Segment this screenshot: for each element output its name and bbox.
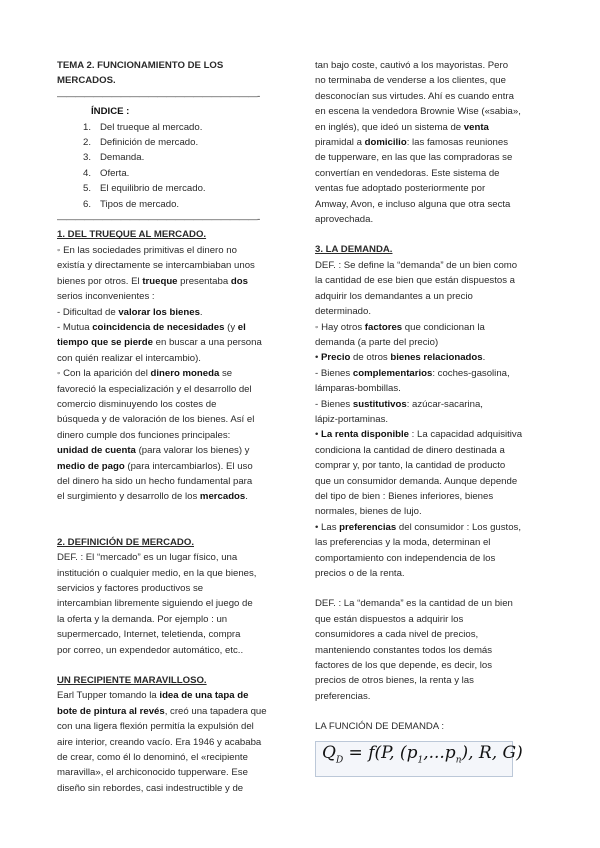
section-body-recipiente: Earl Tupper tomando la idea de una tapa de bote de pintura al revés, creó una tapadera que con una ligera flexión permitía la expulsión del aire interior, creando vacío. Era 1946 y acababa de crear, como él lo denominó, el «recipiente maravilla», el archiconocido tupperware. Ese diseño sin rebordes, casi indestructible y de [57, 690, 267, 794]
section-body-definicion: DEF. : El “mercado” es un lugar físico, una institución o cualquier medio, en la que bienes, servicios y factores productivos se intercambian libremente siguiendo el juego de la oferta y la demanda. Por ejemplo : un supermercado, Internet, teletienda, compra por correo, un expendedor automático, etc.. [57, 552, 257, 656]
demand-function-formula: $Q_D = f(P$, $(p_1,...p_n)$, R, G) [315, 741, 513, 777]
section-heading-recipiente: UN RECIPIENTE MARAVILLOSO. [57, 675, 207, 687]
right-column [315, 58, 531, 777]
index-item: 6. Tipos de mercado. [82, 198, 180, 210]
section-body-demanda-def: DEF. : La “demanda” es la cantidad de un bien que están dispuestos a adquirir los consumidores a cada nivel de precios, manteniendo constantes todos los demás factores de los que depende, es decir, los precios de otros bienes, la renta y las preferencias. [315, 598, 513, 702]
index-item: 5. El equilibrio de mercado. [82, 183, 206, 195]
index-item: 2. Definición de mercado. [82, 137, 199, 149]
page-title-line-1: TEMA 2. FUNCIONAMIENTO DE LOS [57, 60, 224, 71]
separator: ——————————————————————- [57, 90, 260, 102]
section-body-demanda: DEF. : Se define la “demanda” de un bien como la cantidad de ese bien que están dispuestos a adquirir los demandantes a un precio determinado. ◦ Hay otros factores que condicionan la demanda (a parte del precio) • Precio de otros bienes relacionados. - Bienes complementarios: coches-gasolina, lámparas-bombillas. - Bienes sustitutivos: azúcar-sacarina, lápiz-portaminas. • La renta disponible : La capacidad adquisitiva condiciona la cantidad de dinero destinada a comprar y, por tanto, la cantidad de producto que un consumidor demanda. Aunque depende del tipo de bien : Bienes inferiores, bienes normales, bienes de lujo. • Las preferencias del consumidor : Los gustos, las preferencias y la moda, determinan el comportamiento con independencia de los precios o de la renta. [315, 259, 523, 579]
section-heading-trueque: 1. DEL TRUEQUE AL MERCADO. [57, 229, 207, 241]
section-heading-definicion: 2. DEFINICIÓN DE MERCADO. [57, 536, 194, 548]
function-heading: LA FUNCIÓN DE DEMANDA : [315, 721, 445, 733]
left-column [57, 58, 273, 796]
index-item: 3. Demanda. [82, 152, 145, 164]
page-title-line-2: MERCADOS. [57, 75, 116, 87]
index-list [57, 120, 273, 212]
section-heading-demanda: 3. LA DEMANDA. [315, 244, 393, 256]
section-body-recipiente-cont: tan bajo coste, cautivó a los mayoristas. Pero no terminaba de venderse a los clientes, que desconocían sus virtudes. Ahí es cuando entra en escena la vendedora Brownie Wise («sabia», en inglés), que ideó un sistema de venta piramidal a domicilio: las famosas reuniones de tupperware, en las que las compradoras se convertían en vendedoras. Este sistema de ventas fue adoptado posteriormente por Amway, Avon, e incluso alguna que otra secta aprovechada. [315, 60, 521, 226]
section-body-trueque: ◦ En las sociedades primitivas el dinero no existía y directamente se intercambiaban unos bienes por otros. El trueque presentaba dos serios inconvenientes : - Dificultad de valorar los bienes. - Mutua coincidencia de necesidades (y el tiempo que se pierde en buscar a una persona con quién realizar el intercambio). ◦ Con la aparición del dinero moneda se favoreció la especialización y el desarrollo del comercio disminuyendo los costes de búsqueda y de valoración de los bienes. Así el dinero cumple dos funciones principales: unidad de cuenta (para valorar los bienes) y medio de pago (para intercambiarlos). El uso del dinero ha sido un hecho fundamental para el surgimiento y desarrollo de los mercados. [57, 244, 262, 503]
index-heading: ÍNDICE : [91, 106, 130, 118]
index-item: 4. Oferta. [82, 167, 130, 179]
index-item: 1. Del trueque al mercado. [82, 121, 203, 133]
separator: ——————————————————————- [57, 214, 260, 226]
